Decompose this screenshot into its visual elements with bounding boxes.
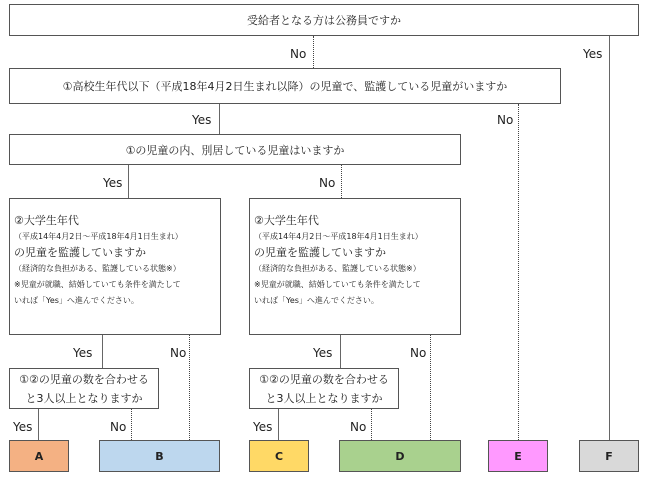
question-text: ①高校生年代以下（平成18年4月2日生まれ以降）の児童で、監護している児童がいますか [62,80,508,93]
question-civil-servant [9,4,639,36]
result-box-f: F [579,440,639,472]
connector-line [340,335,341,368]
question-college-age-left: ②大学生年代 （平成14年4月2日～平成18年4月1日生まれ） の児童を監護していますか （経済的な負担がある、監護している状態※） ※児童が就職、結婚していても条件を満たして いれば「Yes」へ進んでください。 [9,198,221,335]
branch-label-no: No [497,113,514,127]
branch-label-yes: Yes [192,113,212,127]
result-box-d: D [339,440,461,472]
connector-line [278,409,279,440]
question-text: 受給者となる方は公務員ですか [247,14,401,27]
branch-label-yes: Yes [253,420,273,434]
connector-line [219,104,220,134]
connector-line [38,409,39,440]
result-box-a: A [9,440,69,472]
result-box-c: C [249,440,309,472]
branch-label-no: No [350,420,367,434]
result-box-e: E [488,440,548,472]
connector-line [189,335,190,440]
connector-line [131,409,132,440]
branch-label-no: No [110,420,127,434]
branch-label-no: No [290,47,307,61]
connector-line [609,36,610,440]
branch-label-yes: Yes [583,47,603,61]
branch-label-yes: Yes [313,346,333,360]
connector-line [371,409,372,440]
connector-line [518,104,519,440]
question-college-age-right: ②大学生年代 （平成14年4月2日～平成18年4月1日生まれ） の児童を監護していますか （経済的な負担がある、監護している状態※） ※児童が就職、結婚していても条件を満たして いれば「Yes」へ進んでください。 [249,198,461,335]
branch-label-yes: Yes [103,176,123,190]
branch-label-yes: Yes [73,346,93,360]
branch-label-yes: Yes [13,420,33,434]
branch-label-no: No [170,346,187,360]
result-box-b: B [99,440,220,472]
branch-label-no: No [410,346,427,360]
connector-line [102,335,103,368]
branch-label-no: No [319,176,336,190]
connector-line [313,36,314,68]
question-text: ①の児童の内、別居している児童はいますか [125,143,345,157]
question-separated-child [9,134,461,165]
question-three-or-more-right: ①②の児童の数を合わせる と3人以上となりますか [249,368,399,409]
question-child-under-high-school [9,68,561,104]
connector-line [430,335,431,440]
question-three-or-more-left: ①②の児童の数を合わせる と3人以上となりますか [9,368,159,409]
connector-line [341,165,342,198]
connector-line [128,165,129,198]
